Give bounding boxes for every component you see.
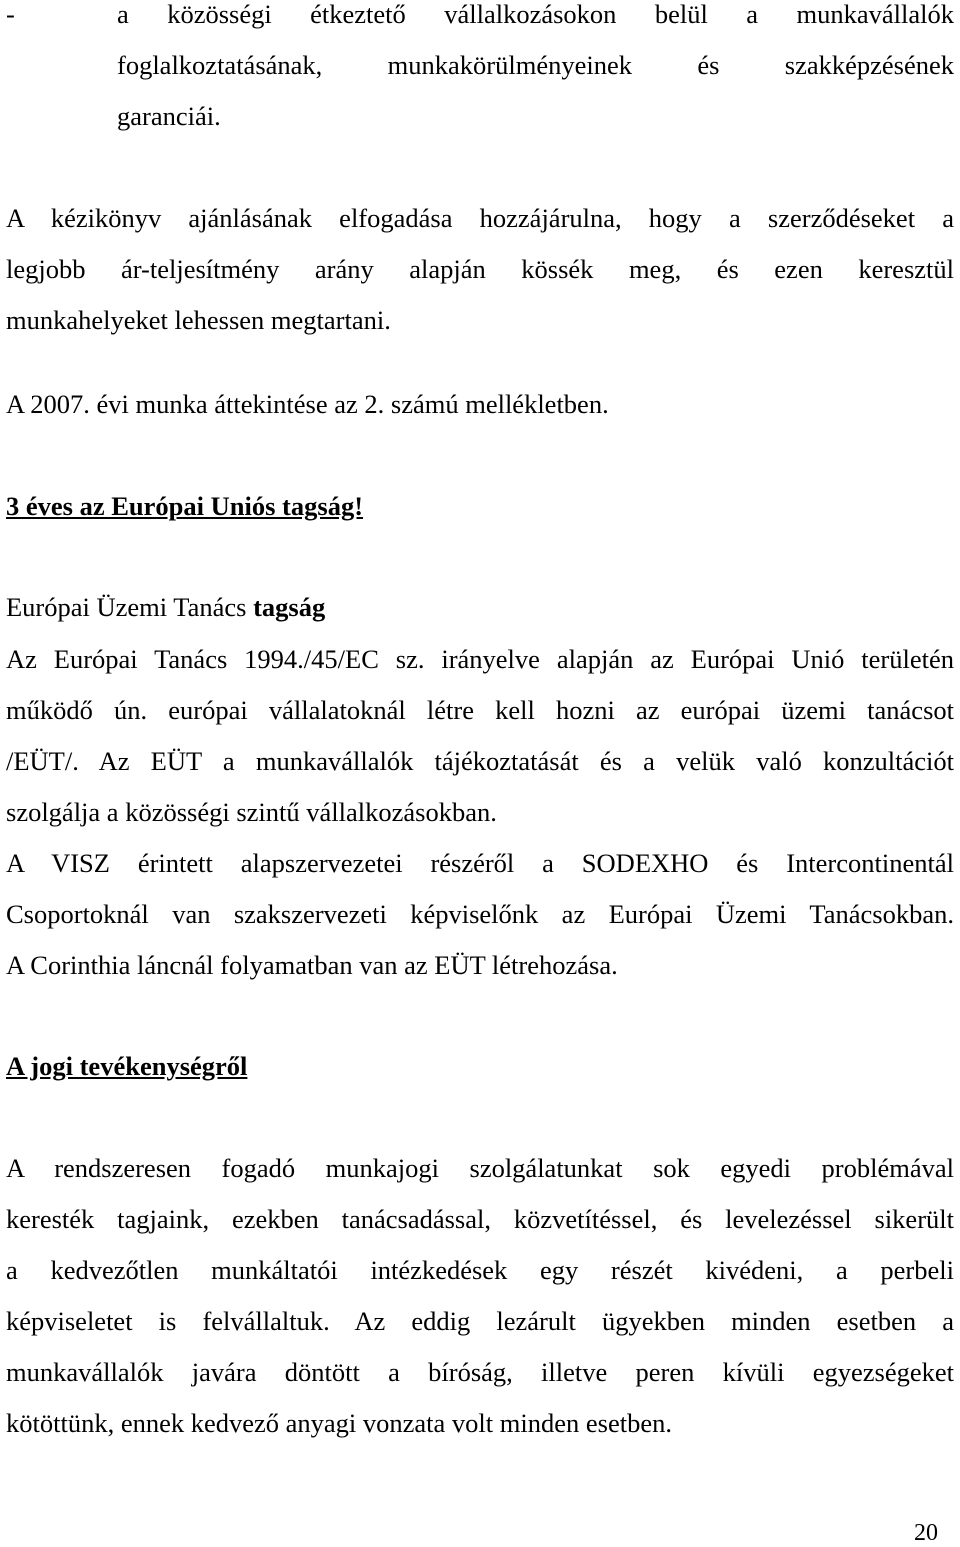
paragraph-annex-reference: A 2007. évi munka áttekintése az 2. számú mellékletben. — [6, 389, 609, 419]
bullet-text-line: a közösségi étkeztető vállalkozásokon belül a munkavállalók — [117, 0, 954, 29]
page-number: 20 — [914, 1520, 938, 1546]
paragraph-line: /EÜT/. Az EÜT a munkavállalók tájékoztatását és a velük való konzultációt — [6, 746, 954, 776]
paragraph-line: Csoportoknál van szakszervezeti képviselőnk az Európai Üzemi Tanácsokban. — [6, 899, 954, 929]
paragraph-line: A kézikönyv ajánlásának elfogadása hozzájárulna, hogy a szerződéseket a — [6, 203, 954, 233]
paragraph-line: legjobb ár-teljesítmény arány alapján kössék meg, és ezen keresztül — [6, 254, 954, 284]
paragraph-line: A rendszeresen fogadó munkajogi szolgálatunkat sok egyedi problémával — [6, 1153, 954, 1183]
paragraph-line: működő ún. európai vállalatoknál létre kell hozni az európai üzemi tanácsot — [6, 695, 954, 725]
section-heading-legal-activity: A jogi tevékenységről — [6, 1051, 248, 1081]
subheading-bold-text: tagság — [253, 592, 326, 622]
paragraph-line: munkahelyeket lehessen megtartani. — [6, 305, 391, 335]
paragraph-line: szolgálja a közösségi szintű vállalkozásokban. — [6, 797, 497, 827]
subheading-normal-text: Európai Üzemi Tanács — [6, 592, 254, 622]
paragraph-line: munkavállalók javára döntött a bíróság, illetve peren kívüli egyezségeket — [6, 1357, 954, 1387]
paragraph-line: A VISZ érintett alapszervezetei részéről a SODEXHO és Intercontinentál — [6, 848, 954, 878]
paragraph-line: A Corinthia láncnál folyamatban van az EÜT létrehozása. — [6, 950, 618, 980]
section-heading-eu-membership: 3 éves az Európai Uniós tagság! — [6, 491, 364, 521]
bullet-marker: - — [6, 0, 15, 29]
paragraph-line: kötöttünk, ennek kedvező anyagi vonzata volt minden esetben. — [6, 1408, 672, 1438]
paragraph-line: Az Európai Tanács 1994./45/EC sz. irányelve alapján az Európai Unió területén — [6, 644, 954, 674]
paragraph-line: a kedvezőtlen munkáltatói intézkedések egy részét kivédeni, a perbeli — [6, 1255, 954, 1285]
paragraph-line: keresték tagjaink, ezekben tanácsadással, közvetítéssel, és levelezéssel sikerült — [6, 1204, 954, 1234]
bullet-text-line: garanciái. — [117, 101, 221, 131]
subheading-ewc-membership — [6, 590, 954, 624]
paragraph-line: képviseletet is felvállaltuk. Az eddig lezárult ügyekben minden esetben a — [6, 1306, 954, 1336]
bullet-text-line: foglalkoztatásának, munkakörülményeinek és szakképzésének — [117, 50, 954, 80]
